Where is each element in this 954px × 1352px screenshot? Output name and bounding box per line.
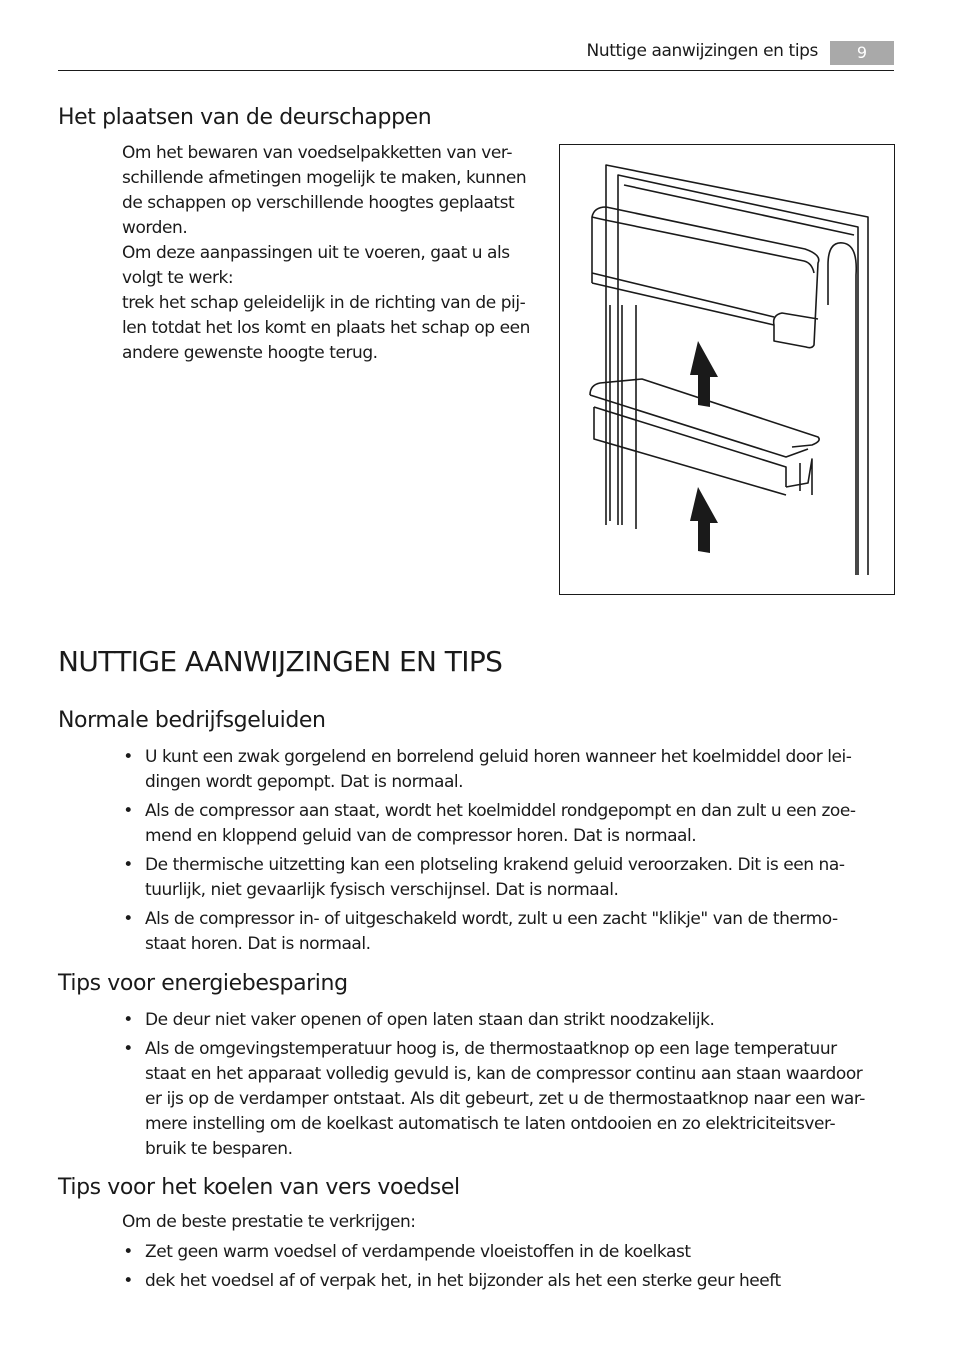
heading-operating-noises: Normale bedrijfsgeluiden: [58, 708, 326, 733]
text-line: mere instelling om de koelkast automatisch te laten ontdooien en zo elektriciteitsver-: [145, 1114, 836, 1134]
text-line: Als de compressor aan staat, wordt het koelmiddel rondgepompt en dan zult u een zoe-: [145, 801, 856, 821]
list-item: [122, 745, 856, 795]
text-line: worden.: [122, 218, 188, 238]
text-line: dek het voedsel af of verpak het, in het bijzonder als het een sterke geur heeft: [145, 1271, 781, 1291]
page-title: NUTTIGE AANWIJZINGEN EN TIPS: [58, 645, 503, 678]
list-item: [122, 1037, 865, 1162]
page-number: 9: [830, 41, 894, 65]
text-line: Zet geen warm voedsel of verdampende vloeistoffen in de koelkast: [145, 1242, 691, 1262]
heading-energy-tips: Tips voor energiebesparing: [58, 971, 348, 996]
list-item: [122, 1008, 865, 1033]
noises-list: [122, 745, 856, 961]
text-line: De thermische uitzetting kan een plotseling krakend geluid veroorzaken. Dit is een na-: [145, 855, 845, 875]
text-line: Om de beste prestatie te verkrijgen:: [122, 1212, 416, 1232]
bullet-icon: •: [123, 1271, 133, 1291]
text-line: Om het bewaren van voedselpakketten van ver-: [122, 143, 513, 163]
bullet-icon: •: [123, 801, 133, 821]
text-line: bruik te besparen.: [145, 1139, 293, 1159]
text-line: trek het schap geleidelijk in de richting van de pij-: [122, 293, 526, 313]
header-divider: [58, 70, 894, 71]
text-line: volgt te werk:: [122, 268, 234, 288]
bullet-icon: •: [123, 1039, 133, 1059]
list-item: [122, 907, 856, 957]
bullet-icon: •: [123, 1242, 133, 1262]
bullet-icon: •: [123, 909, 133, 929]
bullet-icon: •: [123, 747, 133, 767]
door-shelf-illustration: [559, 144, 895, 595]
text-line: de schappen op verschillende hoogtes geplaatst: [122, 193, 515, 213]
door-shelves-paragraph: [122, 141, 530, 366]
list-item: [122, 1240, 781, 1265]
heading-fresh-food-tips: Tips voor het koelen van vers voedsel: [58, 1175, 460, 1200]
text-line: staat horen. Dat is normaal.: [145, 934, 371, 954]
list-item: [122, 1269, 781, 1294]
running-header-title: Nuttige aanwijzingen en tips: [586, 41, 818, 61]
text-line: U kunt een zwak gorgelend en borrelend geluid horen wanneer het koelmiddel door lei-: [145, 747, 852, 767]
text-line: tuurlijk, niet gevaarlijk fysisch verschijnsel. Dat is normaal.: [145, 880, 619, 900]
text-line: mend en kloppend geluid van de compressor horen. Dat is normaal.: [145, 826, 697, 846]
text-line: schillende afmetingen mogelijk te maken, kunnen: [122, 168, 527, 188]
list-item: [122, 853, 856, 903]
fresh-food-intro: [122, 1210, 416, 1235]
text-line: De deur niet vaker openen of open laten staan dan strikt noodzakelijk.: [145, 1010, 715, 1030]
door-shelf-drawing: [560, 145, 894, 594]
text-line: Om deze aanpassingen uit te voeren, gaat u als: [122, 243, 510, 263]
list-item: [122, 799, 856, 849]
bullet-icon: •: [123, 1010, 133, 1030]
heading-door-shelves: Het plaatsen van de deurschappen: [58, 105, 432, 130]
fresh-food-list: [122, 1240, 781, 1298]
text-line: Als de compressor in- of uitgeschakeld wordt, zult u een zacht "klikje" van de thermo-: [145, 909, 838, 929]
text-line: andere gewenste hoogte terug.: [122, 343, 378, 363]
text-line: dingen wordt gepompt. Dat is normaal.: [145, 772, 464, 792]
arrow-up-icon: [690, 341, 718, 553]
text-line: Als de omgevingstemperatuur hoog is, de thermostaatknop op een lage temperatuur: [145, 1039, 837, 1059]
text-line: er ijs op de verdamper ontstaat. Als dit gebeurt, zet u de thermostaatknop naar een war-: [145, 1089, 865, 1109]
bullet-icon: •: [123, 855, 133, 875]
text-line: len totdat het los komt en plaats het schap op een: [122, 318, 530, 338]
text-line: staat en het apparaat volledig gevuld is, kan de compressor continu aan staan waardoor: [145, 1064, 863, 1084]
energy-tips-list: [122, 1008, 865, 1166]
